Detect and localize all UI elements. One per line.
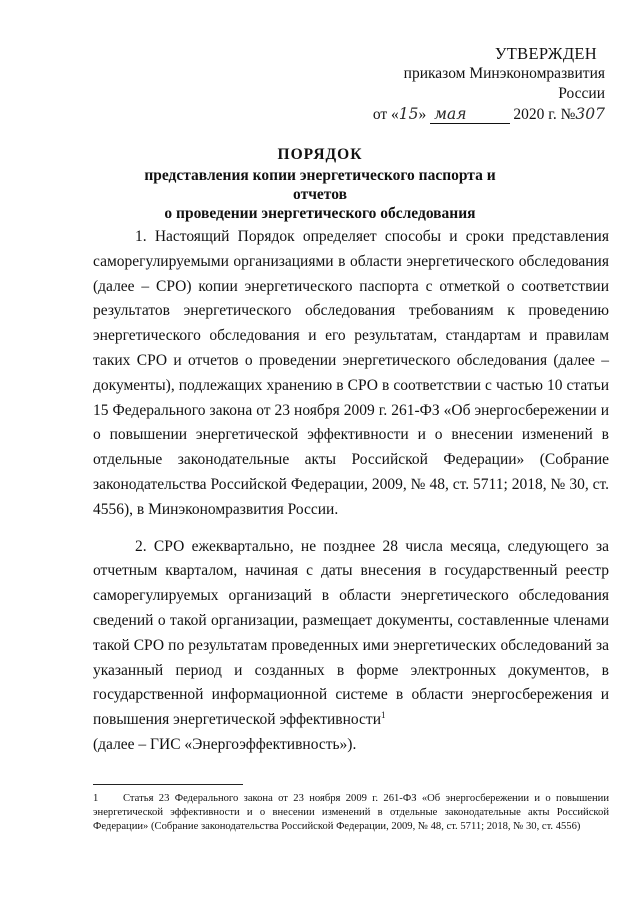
date-underline-gap — [471, 106, 510, 124]
paragraph-1: 1. Настоящий Порядок определяет способы и сроки представления саморегулируемыми организациями в области энергетического обследования (далее – СРО) копии энергетического паспорта с отметкой о соответствии результатов энергетического обследования требованиям к проведению энергетического обследования и его результатам, стандартам и правилам таких СРО и отчетов о проведении энергетического обследования (далее – документы), подлежащих хранению в СРО в соответствии с частью 10 статьи 15 Федерального закона от 23 ноября 2009 г. 261-ФЗ «Об энергосбережении и о повышении энергетической эффективности и о внесении изменений в отдельные законодательные акты Российской Федерации» (Собрание законодательства Российской Федерации, 2009, № 48, ст. 5711; 2018, № 30, ст. 4556), в Минэкономразвития России. — [93, 228, 609, 518]
date-prefix: от « — [372, 106, 399, 123]
date-year-suffix: 2020 г. № — [513, 106, 576, 123]
handwritten-month: мая — [430, 105, 470, 124]
footnote-text: Статья 23 Федерального закона от 23 ноября 2009 г. 261-ФЗ «Об энергосбережении и о повышении энергетической эффективности и о внесении изменений в отдельные законодательные акты Российской Федерации» (Собрание законодательства Российской Федерации, 2009, № 48, ст. 5711; 2018, № 30, ст. 4556) — [93, 793, 609, 832]
footnote-divider — [93, 784, 243, 785]
approval-stamp — [355, 44, 605, 125]
document-subtitle-line2: о проведении энергетического обследования — [164, 205, 476, 222]
footnote-mark: 1 — [93, 793, 99, 804]
approval-order-line: приказом Минэкономразвития России — [403, 65, 605, 102]
document-heading — [120, 145, 520, 223]
paragraph-2-tail: (далее – ГИС «Энергоэффективность»). — [93, 735, 357, 753]
approval-title: УТВЕРЖДЕН — [494, 44, 597, 63]
footnote-reference: 1 — [381, 709, 386, 720]
handwritten-day: 15 — [398, 105, 419, 123]
footnote — [93, 792, 609, 834]
paragraph-2-text: 2. СРО ежеквартально, не позднее 28 числа месяца, следующего за отчетным кварталом, начиная с даты внесения в государственный реестр саморегулируемых организаций в области энергетического обследования сведений о такой организации, размещает документы, составленные членами такой СРО по результатам проведенных ими энергетических обследований за указанный период и созданных в форме электронных документов, в государственной информационной системе в области энергосбережения и повышения энергетической эффективности — [93, 537, 609, 729]
date-mid: » — [418, 106, 427, 123]
paragraph-2 — [93, 535, 609, 733]
document-body — [93, 225, 609, 758]
approval-date-line — [355, 104, 605, 125]
handwritten-order-number: 307 — [575, 105, 605, 123]
document-subtitle-line1: представления копии энергетического паспорта и отчетов — [144, 167, 496, 203]
document-title: ПОРЯДОК — [277, 146, 363, 163]
